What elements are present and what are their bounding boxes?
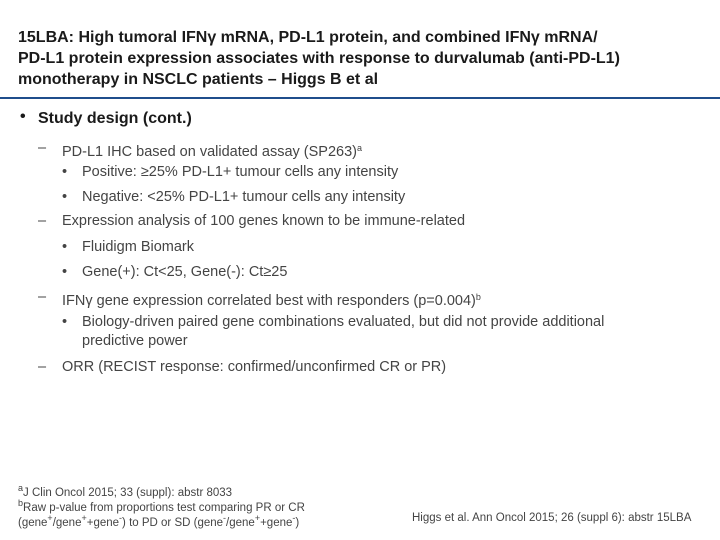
footnote-a-text: J Clin Oncol 2015; 33 (suppl): abstr 8033 bbox=[23, 487, 233, 499]
dash-icon: – bbox=[38, 140, 47, 156]
dash-icon: – bbox=[38, 213, 47, 229]
bullet-icon: • bbox=[62, 164, 68, 180]
title-line-2: PD-L1 protein expression associates with response to durvalumab (anti-PD-L1) bbox=[18, 50, 620, 67]
item-text: IFNγ gene expression correlated best with responders (p=0.004) bbox=[62, 293, 476, 309]
sub-item-text: Fluidigm Biomark bbox=[82, 239, 194, 255]
item-text: PD-L1 IHC based on validated assay (SP263) bbox=[62, 144, 357, 160]
bullet-icon: • bbox=[62, 264, 68, 280]
bullet-icon: • bbox=[20, 108, 26, 125]
sub-item-text: Negative: <25% PD-L1+ tumour cells any intensity bbox=[82, 189, 406, 205]
footnote-b-line-2: (gene+/gene++gene-) to PD or SD (gene-/gene++gene-) bbox=[18, 513, 300, 529]
sub-item-text: Biology-driven paired gene combinations evaluated, but did not provide additional bbox=[82, 314, 605, 330]
section-heading-text: Study design (cont.) bbox=[38, 110, 192, 127]
bullet-icon: • bbox=[62, 239, 68, 255]
title-line-3: monotherapy in NSCLC patients – Higgs B et al bbox=[18, 71, 379, 88]
footnote-marker-a: a bbox=[18, 483, 24, 493]
sub-item-text: Gene(+): Ct<25, Gene(-): Ct≥25 bbox=[82, 264, 288, 280]
title-divider bbox=[0, 97, 720, 99]
item-text: Expression analysis of 100 genes known to be immune-related bbox=[62, 213, 466, 229]
dash-icon: – bbox=[38, 359, 47, 375]
footnote-b-text: Raw p-value from proportions test comparing PR or CR bbox=[23, 502, 305, 514]
reference-citation: Higgs et al. Ann Oncol 2015; 26 (suppl 6): abstr 15LBA bbox=[412, 512, 692, 524]
bullet-icon: • bbox=[62, 314, 68, 330]
footnote-ref-a: a bbox=[357, 143, 363, 153]
dash-icon: – bbox=[38, 289, 47, 305]
sub-item-text: Positive: ≥25% PD-L1+ tumour cells any intensity bbox=[82, 164, 399, 180]
footnote-ref-b: b bbox=[475, 292, 481, 302]
footnote-marker-b: b bbox=[18, 498, 24, 508]
title-line-1: 15LBA: High tumoral IFNγ mRNA, PD-L1 protein, and combined IFNγ mRNA/ bbox=[18, 29, 598, 46]
sub-item-text: predictive power bbox=[82, 333, 188, 349]
slide-title bbox=[18, 27, 708, 90]
bullet-icon: • bbox=[62, 189, 68, 205]
item-text: ORR (RECIST response: confirmed/unconfirmed CR or PR) bbox=[62, 359, 447, 375]
